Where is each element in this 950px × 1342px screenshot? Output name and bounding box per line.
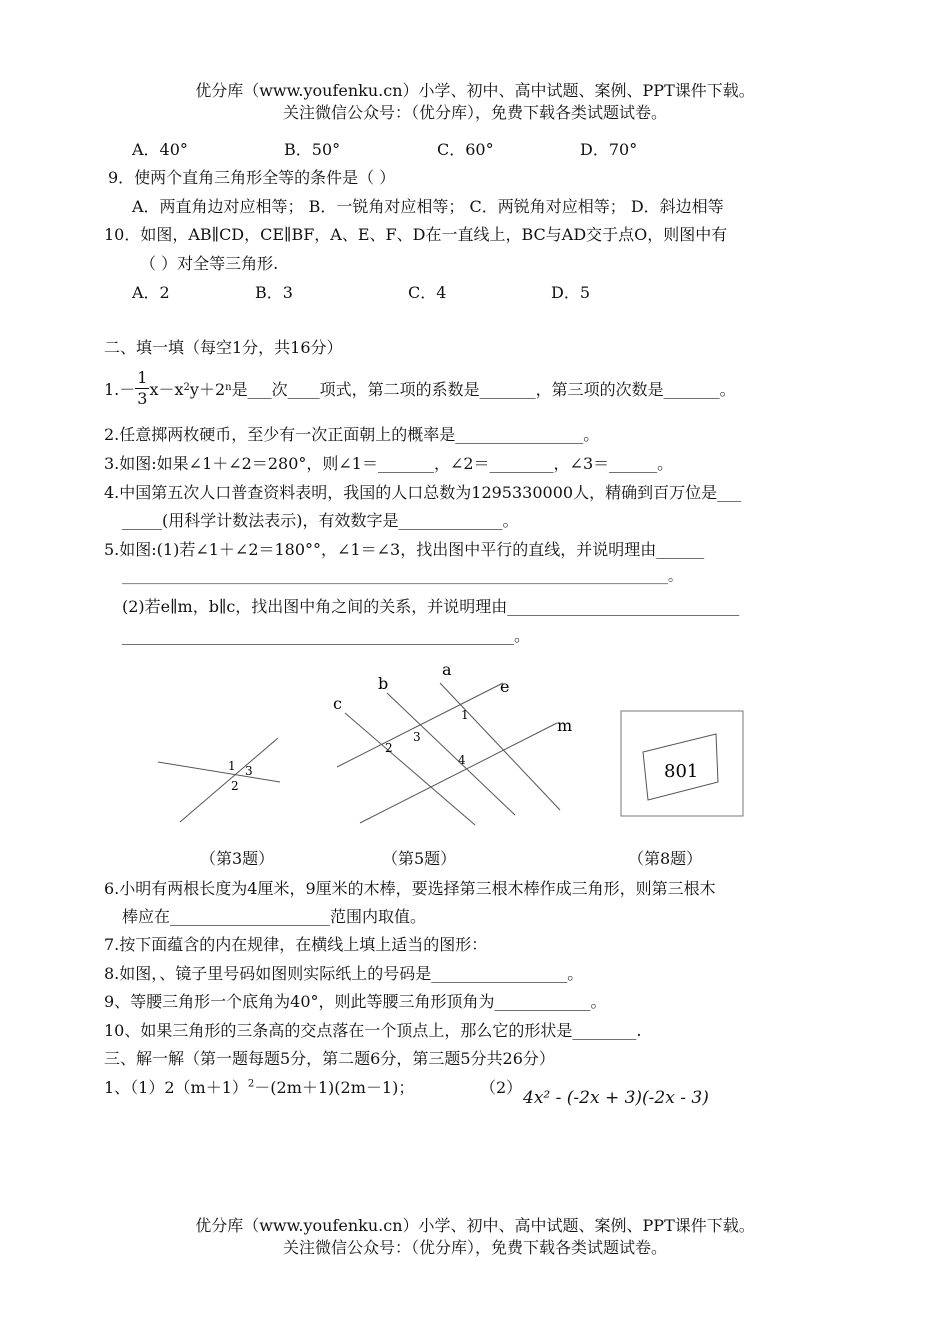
fill-6-line2: 棒应在____________________范围内取值。 (122, 907, 427, 926)
fill-1-prefix: 1.－ (104, 379, 136, 399)
figure-5-label: （第5题） (382, 849, 457, 868)
header-line-1: 优分库（www.youfenku.cn）小学、初中、高中试题、案例、PPT课件下载。 (195, 81, 755, 100)
fig3-angle-1: 1 (228, 759, 236, 773)
q10-option-b: B．3 (255, 283, 293, 302)
fill-1-expr-a: x－x (149, 379, 184, 399)
fig5-label-a: a (442, 660, 452, 679)
fig5-label-b: b (378, 674, 389, 693)
q8-option-c: C．60° (437, 140, 494, 159)
fraction-numerator: 1 (137, 367, 148, 387)
section2-title: 二、填一填（每空1分，共16分） (104, 338, 343, 357)
fill-1: 1.－ $\frac{1}{3}$ x－x 2 y＋2 n 是___次____项式，第二项的系数是_______，第三项的次数是_______。 (104, 367, 736, 408)
q10-stem-line1: 10．如图，AB∥CD，CE∥BF，A、E、F、D在一直线上，BC与AD交于点O，则图中有 (104, 225, 728, 244)
footer-line-1: 优分库（www.youfenku.cn）小学、初中、高中试题、案例、PPT课件下载。 (195, 1216, 755, 1235)
fig3-angle-3: 3 (245, 764, 253, 778)
fig3-line-1 (158, 762, 280, 782)
fill-8: 8.如图，、镜子里号码如图则实际纸上的号码是_________________。 (104, 964, 584, 983)
q10-option-c: C．4 (408, 283, 447, 302)
q8-option-b: B．50° (284, 140, 341, 159)
fig5-line-e (337, 683, 503, 767)
q10-option-a: A．2 (132, 283, 170, 302)
fill-6-line1: 6.小明有两根长度为4厘米，9厘米的木棒，要选择第三根木棒作成三角形，则第三根木 (104, 879, 716, 898)
fill-5-line2: ______________________________________________________________________________。 (122, 569, 682, 585)
fig8-mirror-text: 801 (664, 761, 699, 782)
fill-5-line4: _________________________________________________。 (122, 626, 531, 645)
fill-10: 10、如果三角形的三条高的交点落在一个顶点上，那么它的形状是________. (104, 1021, 642, 1040)
fig5-angle-1: 1 (461, 708, 469, 722)
figure-3 (150, 730, 290, 830)
problem-1-part-2-label: （2） (480, 1078, 523, 1097)
fill-7: 7.按下面蕴含的内在规律，在横线上填上适当的图形： (104, 935, 488, 954)
section3-title: 三、解一解（第一题每题5分，第二题6分，第三题5分共26分） (104, 1049, 555, 1068)
fig5-label-c: c (333, 694, 342, 713)
fig5-label-e: e (500, 677, 510, 696)
figure-8-label: （第8题） (628, 849, 703, 868)
fill-9: 9、等腰三角形一个底角为40°，则此等腰三角形顶角为____________。 (104, 992, 607, 1011)
fig5-angle-3: 3 (413, 730, 421, 744)
fill-2: 2.任意掷两枚硬币，至少有一次正面朝上的概率是________________。 (104, 425, 600, 444)
fig5-line-a (440, 683, 560, 810)
fill-4-line1: 4.中国第五次人口普查资料表明，我国的人口总数为1295330000人，精确到百万位是___ (104, 483, 742, 502)
q10-option-d: D．5 (551, 283, 591, 302)
figure-3-label: （第3题） (200, 849, 275, 868)
fill-5-line1: 5.如图:(1)若∠1＋∠2＝180°°，∠1＝∠3，找出图中平行的直线，并说明理由______ (104, 540, 705, 559)
fill-1-expr-b: y＋2 (189, 379, 226, 399)
q10-stem-line2: （ ）对全等三角形. (140, 254, 279, 273)
fig5-angle-4: 4 (458, 753, 466, 767)
footer-line-2: 关注微信公众号：（优分库），免费下载各类试题试卷。 (282, 1238, 667, 1257)
header-line-2: 关注微信公众号：（优分库），免费下载各类试题试卷。 (282, 103, 667, 122)
q8-option-d: D．70° (580, 140, 638, 159)
problem-1-part-2-expression: 4x² - (-2x + 3)(-2x - 3) (523, 1088, 709, 1108)
fraction-denominator: 3 (137, 388, 148, 408)
fig5-label-m: m (557, 716, 573, 735)
problem-1-prefix: 1、（1）2（m＋1） (104, 1078, 248, 1097)
figure-8 (618, 708, 748, 820)
fill-5-line3: (2)若e∥m，b∥c，找出图中角之间的关系，并说明理由_____________________________ (122, 597, 740, 616)
fill-1-rest: 是___次____项式，第二项的系数是_______，第三项的次数是_______。 (231, 379, 736, 399)
fig5-angle-2: 2 (385, 741, 393, 755)
fill-4-line2: _____(用科学计数法表示)，有效数字是_____________。 (122, 511, 519, 530)
problem-1-exponent: 2 (247, 1078, 255, 1090)
fig5-line-m (360, 723, 557, 823)
problem-1-part-1 (104, 1075, 414, 1098)
q8-option-a: A．40° (132, 140, 188, 159)
problem-1-rest: －(2m＋1)(2m－1)； (254, 1078, 415, 1097)
figure-5 (325, 655, 585, 830)
q9-options: A．两直角边对应相等； B．一锐角对应相等； C．两锐角对应相等； D．斜边相等 (132, 197, 724, 216)
fraction-one-third (135, 368, 149, 409)
fig3-angle-2: 2 (231, 779, 239, 793)
fill-3: 3.如图:如果∠1＋∠2＝280°，则∠1＝_______，∠2＝________，∠3＝______。 (104, 454, 674, 473)
q9-stem: 9．使两个直角三角形全等的条件是（ ） (108, 168, 396, 187)
fig3-line-2 (180, 738, 278, 822)
